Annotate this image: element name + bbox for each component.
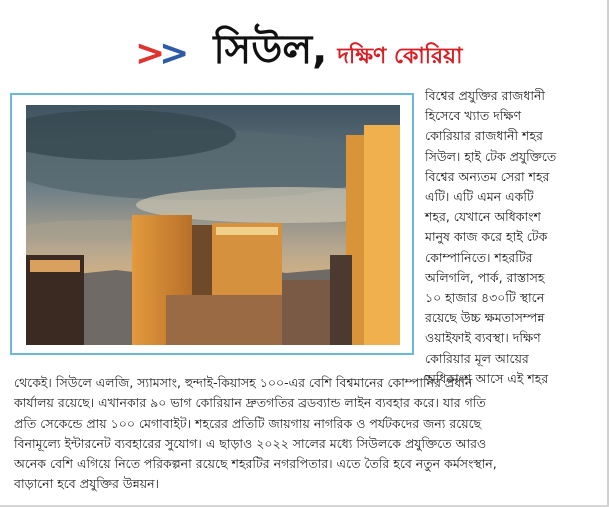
- seoul-skyline-photo: [26, 105, 400, 345]
- photo-frame: [10, 93, 414, 355]
- article-line: এটি। এটি এমন একটি: [425, 189, 534, 205]
- article-line: সিউল। হাই টেক প্রযুক্তিতে: [425, 148, 557, 164]
- article-line: কোরিয়ার মূল আয়ের: [425, 350, 529, 366]
- article-line: বিশ্বের প্রযুক্তির রাজধানী: [425, 88, 545, 103]
- article-header: [135, 22, 462, 74]
- article-line: থেকেই। সিউলে এলজি, স্যামসাং, হুন্দাই-কিয়াসহ ১০০-এর বেশি বিশ্বমানের কোম্পানির প্রধান: [14, 375, 473, 390]
- article-line: কার্যালয় রয়েছে। এখানকার ৯০ ভাগ কোরিয়ান দ্রুতগতির ব্রডব্যান্ড লাইন ব্যবহার করে। যার গতি: [14, 395, 486, 411]
- article-bottom-column: [14, 373, 594, 495]
- article-line: কোরিয়ার রাজধানী শহর: [425, 128, 543, 144]
- article-side-column: [425, 86, 601, 389]
- article-line: অনেক বেশি এগিয়ে নিতে পরিকল্পনা রয়েছে শহরটির নগরপিতার। এতে তৈরি হবে নতুন কর্মসংস্থান,: [14, 456, 497, 472]
- article-line: অধিকাংশ আসে এই শহর: [425, 370, 549, 386]
- article-line: শহর, যেখানে অধিকাংশ: [425, 209, 541, 225]
- article-line: ওয়াইফাই ব্যবস্থা। দক্ষিণ: [425, 330, 541, 346]
- article-subtitle: দক্ষিণ কোরিয়া: [337, 44, 463, 69]
- article-line: মানুষ কাজ করে হাই টেক: [425, 229, 548, 245]
- double-chevron-icon: >>: [135, 33, 184, 74]
- article-line: বিশ্বের অন্যতম সেরা শহর: [425, 168, 550, 184]
- article-line: বিনামূল্যে ইন্টারনেট ব্যবহারের সুযোগ। এ ছাড়াও ২০২২ সালের মধ্যে সিউলকে প্রযুক্তিতে আরও: [14, 435, 487, 451]
- article-line: রয়েছে উচ্চ ক্ষমতাসম্পন্ন: [425, 310, 545, 326]
- article-line: অলিগলি, পার্ক, রাস্তাসহ: [425, 269, 545, 285]
- article-title: সিউল,: [213, 27, 328, 73]
- article-line: কোম্পানিতে। শহরটির: [425, 249, 533, 265]
- article-line: বাড়ানো হবে প্রযুক্তির উন্নয়ন।: [14, 476, 159, 492]
- article-line: হিসেবে খ্যাত দক্ষিণ: [425, 108, 522, 124]
- article-line: ১০ হাজার ৪৩০টি স্থানে: [425, 290, 545, 306]
- article-line: প্রতি সেকেন্ডে প্রায় ১০০ মেগাবাইট। শহরের প্রতিটি জায়গায় নাগরিক ও পর্যটকদের জন্য রয়েছে: [14, 415, 482, 431]
